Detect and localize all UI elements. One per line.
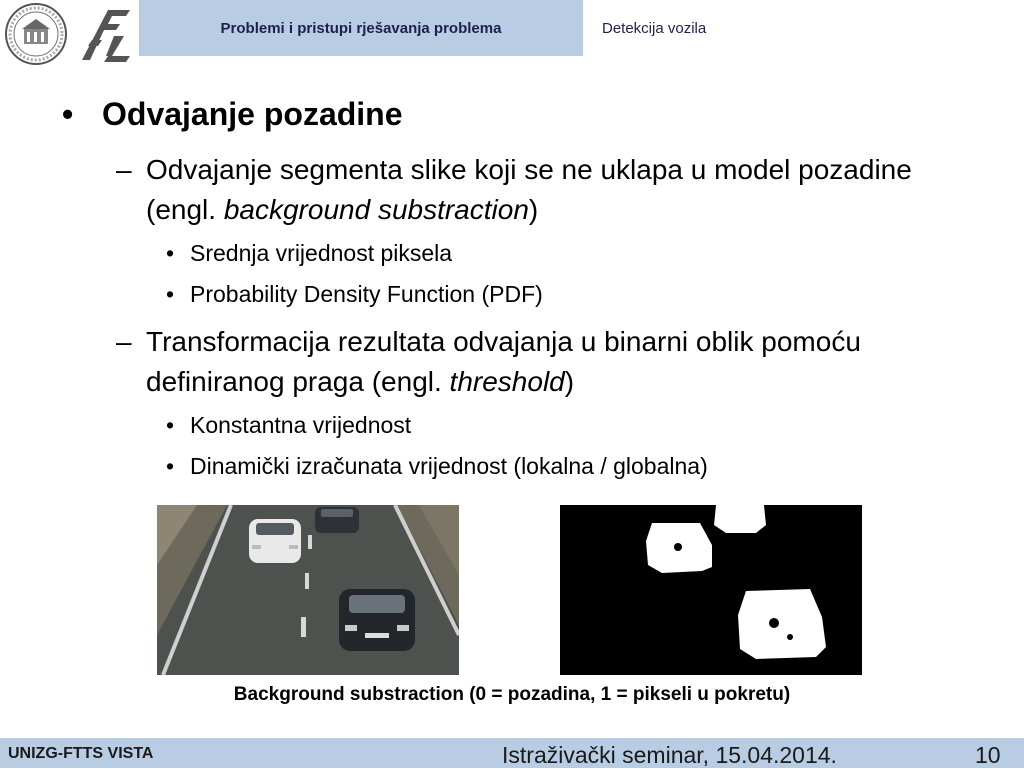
- bullet-icon: •: [62, 96, 74, 132]
- header-tab-active-label: Problemi i pristupi rješavanja problema: [220, 19, 502, 37]
- footer-event-date: Istraživački seminar, 15.04.2014.: [502, 742, 837, 768]
- university-seal-logo: [4, 2, 68, 66]
- footer-org: UNIZG-FTTS VISTA: [8, 745, 154, 762]
- road-traffic-image: [157, 505, 459, 675]
- dash-icon: –: [116, 154, 132, 185]
- list-item-text: Srednja vrijednost piksela: [190, 240, 453, 266]
- sub-item-term: background substraction: [223, 194, 529, 225]
- sub-item: [116, 150, 976, 230]
- main-bullet: [62, 96, 662, 136]
- main-bullet-text: Odvajanje pozadine: [102, 96, 403, 132]
- sub-item-text-main: Odvajanje segmenta slike koji se ne uklapa u model pozadine (engl.: [146, 154, 912, 225]
- sub-item-close: ): [528, 194, 539, 225]
- header-tab[interactable]: [602, 0, 706, 56]
- bullet-icon: •: [166, 240, 175, 266]
- sub-item-close: ): [564, 366, 575, 397]
- binary-mask-image: [560, 505, 862, 675]
- sub-item-text: [146, 322, 976, 402]
- sub-item-term: threshold: [449, 366, 565, 397]
- list-item-text: Dinamički izračunata vrijednost (lokalna / globalna): [190, 453, 708, 479]
- page-number: 10: [975, 742, 1001, 768]
- faculty-fpz-logo: [78, 6, 134, 64]
- bullet-icon: •: [166, 453, 175, 479]
- sub-item-text-main: Transformacija rezultata odvajanja u binarni oblik pomoću definiranog praga (engl.: [146, 326, 861, 397]
- sub-item-text: [146, 150, 976, 230]
- bullet-icon: •: [166, 281, 175, 307]
- list-item-text: Probability Density Function (PDF): [190, 281, 543, 307]
- list-item-text: Konstantna vrijednost: [190, 412, 412, 438]
- sub-item: [116, 322, 976, 402]
- header-tab-label: Detekcija vozila: [602, 19, 707, 37]
- bullet-icon: •: [166, 412, 175, 438]
- dash-icon: –: [116, 326, 132, 357]
- figure-caption: Background substraction (0 = pozadina, 1 = pikseli u pokretu): [233, 684, 791, 705]
- header-tab-active[interactable]: [139, 0, 583, 56]
